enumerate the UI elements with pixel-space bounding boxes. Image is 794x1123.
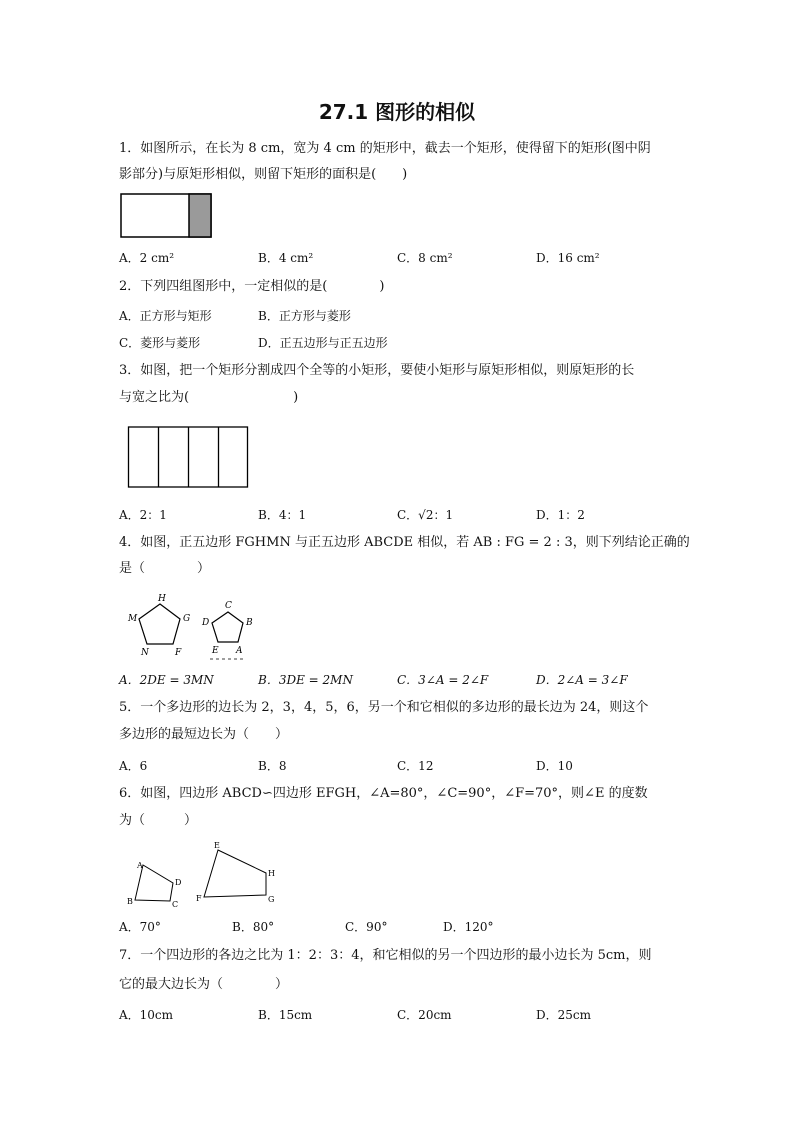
q7-option-b[interactable]: B．15cm bbox=[258, 1008, 313, 1022]
q6-option-b[interactable]: B．80° bbox=[232, 920, 275, 934]
page-title: 27.1 图形的相似 bbox=[318, 100, 476, 124]
q3-option-d[interactable]: D．1：2 bbox=[536, 508, 585, 522]
q3-option-c[interactable]: C．√2：1 bbox=[397, 508, 454, 522]
q3-stem-line1: 3．如图，把一个矩形分割成四个全等的小矩形，要使小矩形与原矩形相似，则原矩形的长 bbox=[119, 363, 635, 378]
q4-small-label-c: C bbox=[225, 601, 232, 611]
q2-option-a[interactable]: A．正方形与矩形 bbox=[119, 309, 212, 323]
q1-option-c[interactable]: C．8 cm² bbox=[397, 251, 453, 265]
q6-left-label-a: A bbox=[137, 861, 143, 870]
q4-small-label-d: D bbox=[202, 618, 210, 628]
q6-stem-line2: 为（ ） bbox=[119, 813, 198, 828]
q1-stem-line1: 1．如图所示，在长为 8 cm，宽为 4 cm 的矩形中，截去一个矩形，使得留下的矩形(图中阴 bbox=[119, 141, 651, 156]
q4-big-label-n: N bbox=[141, 648, 149, 658]
q6-right-label-g: G bbox=[268, 895, 275, 904]
q5-option-b[interactable]: B．8 bbox=[258, 759, 287, 773]
q6-stem-line1: 6．如图，四边形 ABCD∽四边形 EFGH，∠A=80°，∠C=90°，∠F=70°，则∠E 的度数 bbox=[119, 786, 648, 801]
q4-option-a[interactable]: A．2DE = 3MN bbox=[119, 673, 214, 687]
q4-stem-line2: 是（ ） bbox=[119, 561, 211, 576]
q4-big-label-m: M bbox=[128, 614, 138, 624]
q5-stem-line1: 5．一个多边形的边长为 2，3，4，5，6，另一个和它相似的多边形的最长边为 24，则这个 bbox=[119, 700, 649, 715]
q5-option-c[interactable]: C．12 bbox=[397, 759, 434, 773]
q6-left-label-c: C bbox=[172, 900, 179, 908]
q4-option-b[interactable]: B．3DE = 2MN bbox=[258, 673, 353, 687]
q3-divided-rectangle-figure bbox=[127, 425, 250, 489]
q4-big-label-h: H bbox=[158, 594, 166, 604]
q5-stem-line2: 多边形的最短边长为（ ） bbox=[119, 727, 289, 742]
q5-option-a[interactable]: A．6 bbox=[119, 759, 148, 773]
q7-option-d[interactable]: D．25cm bbox=[536, 1008, 591, 1022]
q3-stem-line2: 与宽之比为( ) bbox=[119, 390, 299, 405]
q4-small-label-a: A bbox=[236, 646, 243, 656]
q6-option-c[interactable]: C．90° bbox=[345, 920, 388, 934]
q6-left-label-b: B bbox=[127, 897, 133, 906]
q1-option-b[interactable]: B．4 cm² bbox=[258, 251, 314, 265]
q3-option-a[interactable]: A．2：1 bbox=[119, 508, 167, 522]
q2-option-b[interactable]: B．正方形与菱形 bbox=[258, 309, 351, 323]
q6-option-a[interactable]: A．70° bbox=[119, 920, 161, 934]
q4-small-label-b: B bbox=[246, 618, 253, 628]
q6-right-label-e: E bbox=[214, 841, 220, 850]
q1-rectangle-figure bbox=[119, 192, 214, 240]
q4-option-c[interactable]: C．3∠A = 2∠F bbox=[397, 673, 489, 687]
q6-option-d[interactable]: D．120° bbox=[443, 920, 494, 934]
q1-option-d[interactable]: D．16 cm² bbox=[536, 251, 600, 265]
q5-option-d[interactable]: D．10 bbox=[536, 759, 573, 773]
q6-left-label-d: D bbox=[175, 878, 182, 887]
q4-stem-line1: 4．如图，正五边形 FGHMN 与正五边形 ABCDE 相似，若 AB : FG = 2 : 3，则下列结论正确的 bbox=[119, 535, 690, 550]
q4-big-label-g: G bbox=[183, 614, 191, 624]
q7-option-a[interactable]: A．10cm bbox=[119, 1008, 174, 1022]
q4-small-label-e: E bbox=[212, 646, 219, 656]
q1-option-a[interactable]: A．2 cm² bbox=[119, 251, 175, 265]
q4-big-label-f: F bbox=[175, 648, 182, 658]
q2-stem: 2．下列四组图形中，一定相似的是( ) bbox=[119, 279, 385, 294]
q4-pentagons-figure bbox=[122, 592, 262, 662]
q7-stem-line1: 7．一个四边形的各边之比为 1：2：3：4，和它相似的另一个四边形的最小边长为 5cm，则 bbox=[119, 948, 652, 963]
q2-option-c[interactable]: C．菱形与菱形 bbox=[119, 336, 201, 350]
q7-option-c[interactable]: C．20cm bbox=[397, 1008, 452, 1022]
q6-quadrilaterals-figure bbox=[122, 838, 282, 908]
q1-stem-line2: 影部分)与原矩形相似，则留下矩形的面积是( ) bbox=[119, 167, 408, 182]
q2-option-d[interactable]: D．正五边形与正五边形 bbox=[258, 336, 388, 350]
q7-stem-line2: 它的最大边长为（ ） bbox=[119, 977, 289, 992]
q3-option-b[interactable]: B．4：1 bbox=[258, 508, 307, 522]
q4-option-d[interactable]: D．2∠A = 3∠F bbox=[536, 673, 628, 687]
q6-right-label-f: F bbox=[196, 894, 202, 903]
q6-right-label-h: H bbox=[268, 869, 275, 878]
